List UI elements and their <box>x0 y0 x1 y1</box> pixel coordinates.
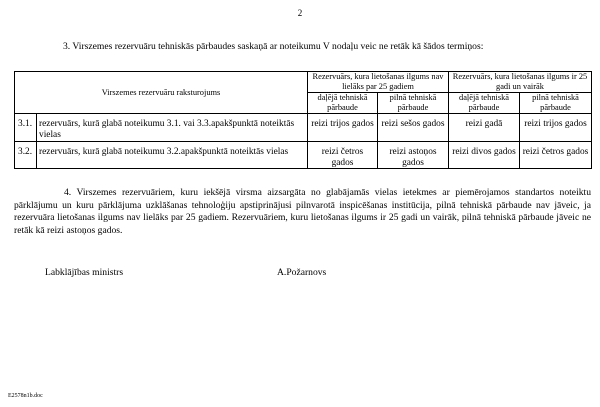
cell-over25-partial: reizi divos gados <box>449 142 520 169</box>
inspection-schedule-table <box>14 71 592 169</box>
cell-under25-partial: reizi trijos gados <box>308 114 378 142</box>
subheader-full: pilnā tehniskā pārbaude <box>378 93 449 114</box>
cell-under25-partial: reizi četros gados <box>308 142 378 169</box>
signatory-name: A.Požarnovs <box>277 267 327 278</box>
row-description: rezervuārs, kurā glabā noteikumu 3.2.apakšpunktā noteiktās vielas <box>37 142 308 169</box>
header-group-25-plus: Rezervuārs, kura lietošanas ilgums ir 25 gadi un vairāk <box>449 72 592 93</box>
subheader-full: pilnā tehniskā pārbaude <box>520 93 592 114</box>
cell-over25-partial: reizi gadā <box>449 114 520 142</box>
footer-filename: E2578n1b.doc <box>8 393 43 399</box>
row-description: rezervuārs, kurā glabā noteikumu 3.1. vai 3.3.apakšpunktā noteiktās vielas <box>37 114 308 142</box>
cell-over25-full: reizi četros gados <box>520 142 592 169</box>
signatory-title: Labklājības ministrs <box>45 267 124 278</box>
header-group-under-25: Rezervuārs, kura lietošanas ilgums nav lielāks par 25 gadiem <box>308 72 449 93</box>
table-row <box>15 114 592 142</box>
section-4-text: 4. Virszemes rezervuāriem, kuru iekšējā virsma aizsargāta no glabājamās vielas ietekmes ar piemērojamos standartos noteiktu pārklājumu un kuru pārklājuma uzklāšanas tehnoloģiju apstiprinājusi pilnvarotā inspicēšanas institūcija, pilnā tehniskā pārbaude nav jāveic, ja rezervuāra lietošanas ilgums nav lielāks par 25 gadiem. Rezervuāriem, kuru lietošanas ilgums ir 25 gadi un vairāk, pilnā tehniskā pārbaude jāveic ne retāk kā reizi astoņos gados. <box>14 187 591 236</box>
row-number: 3.2. <box>15 142 37 169</box>
subheader-partial: daļējā tehniskā pārbaude <box>449 93 520 114</box>
section-4-paragraph <box>14 187 591 237</box>
cell-over25-full: reizi trijos gados <box>520 114 592 142</box>
table-header-row <box>15 72 592 93</box>
page-number: 2 <box>297 8 303 18</box>
cell-under25-full: reizi sešos gados <box>378 114 449 142</box>
subheader-partial: daļējā tehniskā pārbaude <box>308 93 378 114</box>
section-3-paragraph: 3. Virszemes rezervuāru tehniskās pārbaudes saskaņā ar noteikumu V nodaļu veic ne retāk kā šādos termiņos: <box>63 41 484 52</box>
row-number: 3.1. <box>15 114 37 142</box>
header-characteristic: Virszemes rezervuāru raksturojums <box>15 72 308 114</box>
table-row <box>15 142 592 169</box>
cell-under25-full: reizi astoņos gados <box>378 142 449 169</box>
